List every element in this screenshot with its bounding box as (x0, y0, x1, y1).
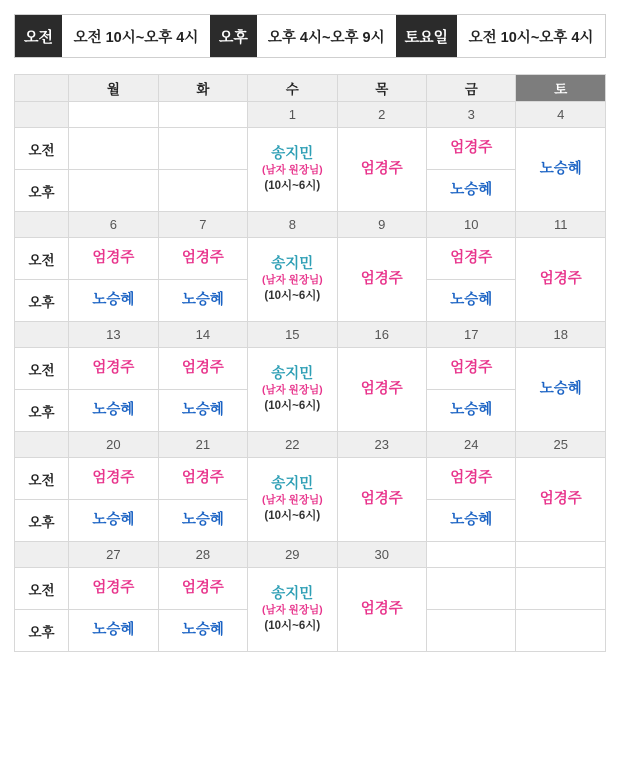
schedule-cell (69, 458, 158, 500)
schedule-cell (427, 610, 516, 652)
staff-name-noh: 노승혜 (181, 402, 224, 419)
schedule-cell (248, 568, 337, 652)
schedule-cell (248, 348, 337, 432)
schedule-cell (248, 238, 337, 322)
pm-label-cell: 오후 (15, 610, 69, 652)
date-cell-21: 21 (158, 432, 247, 458)
staff-name-noh: 노승혜 (539, 381, 582, 398)
staff-name-noh: 노승혜 (450, 512, 493, 529)
calendar-container (14, 74, 606, 652)
header-corner-cell (15, 75, 69, 102)
schedule-cell (69, 128, 158, 170)
schedule-cell (69, 568, 158, 610)
schedule-table (14, 74, 606, 652)
staff-name-song: 송지민 (남자 원장님) (10시~6시) (248, 476, 336, 524)
am-label-cell: 오전 (15, 458, 69, 500)
staff-note-song: (남자 원장님) (261, 274, 323, 287)
weekday-header-토: 토 (516, 75, 606, 102)
staff-name-noh: 노승혜 (92, 292, 135, 309)
staff-note-song: (남자 원장님) (261, 164, 323, 177)
staff-name-eom: 엄경주 (360, 271, 403, 288)
staff-name-song: 송지민 (남자 원장님) (10시~6시) (248, 146, 336, 194)
schedule-cell (427, 280, 516, 322)
date-cell-27: 27 (69, 542, 158, 568)
staff-name-noh: 노승혜 (539, 161, 582, 178)
pm-label-cell: 오후 (15, 280, 69, 322)
schedule-cell (69, 238, 158, 280)
date-cell-empty (69, 102, 158, 128)
schedule-cell (69, 280, 158, 322)
date-row (15, 322, 606, 348)
schedule-cell (248, 128, 337, 212)
staff-hours-song: (10시~6시) (264, 180, 321, 193)
schedule-cell (516, 348, 606, 432)
schedule-cell (427, 170, 516, 212)
date-cell-24: 24 (427, 432, 516, 458)
am-row (15, 128, 606, 170)
am-row (15, 238, 606, 280)
am-row (15, 348, 606, 390)
date-cell-7: 7 (158, 212, 247, 238)
schedule-cell (69, 500, 158, 542)
schedule-cell (337, 238, 426, 322)
staff-name-noh: 노승혜 (181, 622, 224, 639)
staff-name-eom: 엄경주 (92, 250, 135, 267)
weekday-header-row (15, 75, 606, 102)
date-cell-30: 30 (337, 542, 426, 568)
staff-name-eom: 엄경주 (92, 580, 135, 597)
date-cell-29: 29 (248, 542, 337, 568)
schedule-cell (69, 170, 158, 212)
weekday-header-화: 화 (158, 75, 247, 102)
staff-name-eom: 엄경주 (360, 161, 403, 178)
staff-note-song: (남자 원장님) (261, 494, 323, 507)
staff-name-song: 송지민 (남자 원장님) (10시~6시) (248, 256, 336, 304)
schedule-cell (158, 170, 247, 212)
date-cell-11: 11 (516, 212, 606, 238)
staff-name-noh: 노승혜 (450, 292, 493, 309)
staff-hours-song: (10시~6시) (264, 620, 321, 633)
schedule-cell (337, 348, 426, 432)
staff-name-eom: 엄경주 (181, 470, 224, 487)
schedule-cell (516, 610, 606, 652)
date-row-corner (15, 212, 69, 238)
legend-key-am: 오전 (15, 15, 62, 57)
date-cell-empty (427, 542, 516, 568)
weekday-header-수: 수 (248, 75, 337, 102)
legend-key-pm: 오후 (210, 15, 257, 57)
date-row (15, 432, 606, 458)
schedule-legend (14, 14, 606, 58)
date-cell-empty (516, 542, 606, 568)
staff-name-song: 송지민 (남자 원장님) (10시~6시) (248, 586, 336, 634)
staff-name-noh: 노승혜 (92, 622, 135, 639)
staff-name-eom: 엄경주 (360, 491, 403, 508)
staff-name-noh: 노승혜 (92, 402, 135, 419)
am-row (15, 568, 606, 610)
date-cell-22: 22 (248, 432, 337, 458)
staff-name-eom: 엄경주 (450, 140, 493, 157)
date-cell-9: 9 (337, 212, 426, 238)
date-cell-13: 13 (69, 322, 158, 348)
staff-name-eom: 엄경주 (181, 250, 224, 267)
date-row (15, 542, 606, 568)
staff-name-noh: 노승혜 (450, 402, 493, 419)
pm-label-cell: 오후 (15, 170, 69, 212)
date-row (15, 212, 606, 238)
legend-key-saturday: 토요일 (396, 15, 457, 57)
date-cell-23: 23 (337, 432, 426, 458)
date-row-corner (15, 102, 69, 128)
date-row-corner (15, 542, 69, 568)
date-cell-15: 15 (248, 322, 337, 348)
weekday-header-월: 월 (69, 75, 158, 102)
schedule-cell (158, 348, 247, 390)
staff-name-noh: 노승혜 (181, 512, 224, 529)
staff-name-eom: 엄경주 (92, 360, 135, 377)
schedule-cell (158, 500, 247, 542)
staff-name-eom: 엄경주 (360, 601, 403, 618)
schedule-cell (337, 128, 426, 212)
date-cell-16: 16 (337, 322, 426, 348)
date-cell-8: 8 (248, 212, 337, 238)
date-cell-empty (158, 102, 247, 128)
schedule-cell (69, 610, 158, 652)
staff-name-eom: 엄경주 (450, 250, 493, 267)
schedule-cell (158, 280, 247, 322)
legend-value-pm: 오후 4시~오후 9시 (267, 29, 385, 46)
date-row-corner (15, 432, 69, 458)
staff-name-song: 송지민 (남자 원장님) (10시~6시) (248, 366, 336, 414)
schedule-cell (158, 390, 247, 432)
schedule-cell (427, 238, 516, 280)
staff-name-noh: 노승혜 (181, 292, 224, 309)
weekday-header-목: 목 (337, 75, 426, 102)
schedule-cell (427, 458, 516, 500)
date-cell-20: 20 (69, 432, 158, 458)
pm-label-cell: 오후 (15, 500, 69, 542)
staff-note-song: (남자 원장님) (261, 384, 323, 397)
schedule-cell (158, 610, 247, 652)
staff-note-song: (남자 원장님) (261, 604, 323, 617)
date-cell-28: 28 (158, 542, 247, 568)
schedule-cell (427, 348, 516, 390)
schedule-cell (516, 458, 606, 542)
staff-hours-song: (10시~6시) (264, 400, 321, 413)
staff-name-eom: 엄경주 (539, 491, 582, 508)
legend-value-am: 오전 10시~오후 4시 (73, 29, 199, 46)
staff-name-noh: 노승혜 (92, 512, 135, 529)
staff-name-eom: 엄경주 (181, 580, 224, 597)
schedule-cell (158, 568, 247, 610)
schedule-cell (248, 458, 337, 542)
staff-hours-song: (10시~6시) (264, 510, 321, 523)
date-cell-2: 2 (337, 102, 426, 128)
date-cell-6: 6 (69, 212, 158, 238)
staff-name-noh: 노승혜 (450, 182, 493, 199)
schedule-cell (337, 458, 426, 542)
schedule-cell (337, 568, 426, 652)
date-cell-25: 25 (516, 432, 606, 458)
am-label-cell: 오전 (15, 128, 69, 170)
schedule-cell (69, 348, 158, 390)
schedule-cell (69, 390, 158, 432)
am-label-cell: 오전 (15, 238, 69, 280)
legend-value-saturday: 오전 10시~오후 4시 (468, 29, 594, 46)
staff-name-eom: 엄경주 (450, 470, 493, 487)
date-cell-3: 3 (427, 102, 516, 128)
schedule-cell (158, 458, 247, 500)
schedule-cell (427, 390, 516, 432)
am-label-cell: 오전 (15, 348, 69, 390)
staff-hours-song: (10시~6시) (264, 290, 321, 303)
staff-name-eom: 엄경주 (450, 360, 493, 377)
schedule-cell (516, 238, 606, 322)
pm-label-cell: 오후 (15, 390, 69, 432)
date-cell-17: 17 (427, 322, 516, 348)
date-row (15, 102, 606, 128)
schedule-cell (516, 128, 606, 212)
weekday-header-금: 금 (427, 75, 516, 102)
schedule-cell (158, 238, 247, 280)
schedule-cell (158, 128, 247, 170)
date-cell-4: 4 (516, 102, 606, 128)
date-cell-1: 1 (248, 102, 337, 128)
schedule-cell (516, 568, 606, 610)
staff-name-eom: 엄경주 (360, 381, 403, 398)
staff-name-eom: 엄경주 (181, 360, 224, 377)
date-row-corner (15, 322, 69, 348)
schedule-cell (427, 128, 516, 170)
am-label-cell: 오전 (15, 568, 69, 610)
staff-name-eom: 엄경주 (539, 271, 582, 288)
date-cell-18: 18 (516, 322, 606, 348)
schedule-cell (427, 500, 516, 542)
schedule-cell (427, 568, 516, 610)
date-cell-14: 14 (158, 322, 247, 348)
date-cell-10: 10 (427, 212, 516, 238)
am-row (15, 458, 606, 500)
staff-name-eom: 엄경주 (92, 470, 135, 487)
